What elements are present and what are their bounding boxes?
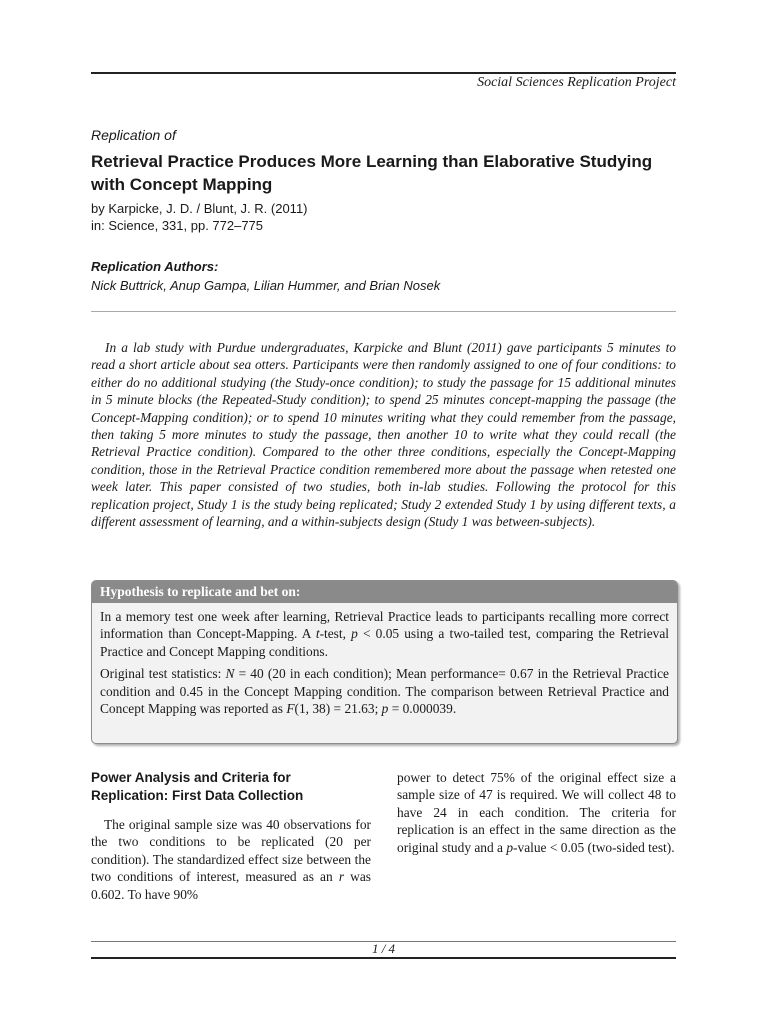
- abstract: In a lab study with Purdue undergraduates, Karpicke and Blunt (2011) gave participants 5 minutes to read a short article about sea otters. Participants were then randomly assigned to one of four conditions: to either do no additional studying (the Study-once condition); to study the passage for 15 additional minutes in 5 minute blocks (the Repeated-Study condition); to spend 25 minutes concept-mapping the passage (the Concept-Mapping condition); or to spend 10 minutes writing what they could remember from the passage, then taking 5 more minutes to study the passage, then another 10 to write what they could recall (the Retrieval Practice condition). Compared to the other three conditions, especially the Concept-Mapping condition, those in the Retrieval Practice condition remembered more about the passage when retested one week later. This paper consisted of two studies, both in-lab studies. Following the protocol for this replication project, Study 1 is the study being replicated; Study 2 extended Study 1 by using different texts, a different assessment of learning, and a within-subjects design (Study 1 was between-subjects).: [91, 340, 676, 530]
- hypothesis-body: [92, 603, 677, 717]
- power-analysis-heading: Power Analysis and Criteria for Replication: First Data Collection: [91, 770, 304, 803]
- paper-title: Retrieval Practice Produces More Learning than Elaborative Studying with Concept Mapping: [91, 152, 653, 194]
- running-header: Social Sciences Replication Project: [477, 75, 676, 90]
- power-analysis-text-left: The original sample size was 40 observations for the two conditions to be replicated (20 per condition). The standardized effect size between the two conditions of interest, measured as an r was 0.602. To have 90%: [91, 817, 371, 902]
- section-divider: [91, 311, 676, 312]
- replication-of-label: Replication of: [91, 127, 176, 143]
- hypothesis-statement: In a memory test one week after learning, Retrieval Practice leads to participants recalling more correct information than Concept-Mapping. A t-test, p < 0.05 using a two-tailed test, comparing the Retrieval Practice and Concept Mapping conditions.: [100, 609, 669, 659]
- power-analysis-text-right: power to detect 75% of the original effect size a sample size of 47 is required. We will collect 48 to have 24 in each condition. The criteria for replication is an effect in the same direction as the original study and a p-value < 0.05 (two-sided test).: [397, 770, 676, 855]
- hypothesis-box: [91, 580, 678, 744]
- original-statistics: Original test statistics: N = 40 (20 in each condition); Mean performance= 0.67 in the Retrieval Practice condition and 0.45 in the Concept Mapping condition. The comparison between Retrieval Practice and Concept Mapping was reported as F(1, 38) = 21.63; p = 0.000039.: [100, 666, 669, 717]
- header-rule: [91, 72, 676, 74]
- hypothesis-heading: Hypothesis to replicate and bet on:: [92, 581, 677, 603]
- in-line: in: Science, 331, pp. 772–775: [91, 218, 264, 233]
- by-line: by Karpicke, J. D. / Blunt, J. R. (2011): [91, 201, 308, 216]
- authors-list: Nick Buttrick, Anup Gampa, Lilian Hummer, and Brian Nosek: [91, 278, 441, 293]
- page-number: 1 / 4: [371, 941, 396, 956]
- power-analysis-right-column: [397, 769, 676, 856]
- power-analysis-left-column: [91, 769, 371, 903]
- footer-rule-bottom: [91, 957, 676, 959]
- authors-heading: Replication Authors:: [91, 259, 219, 274]
- citation-block: [91, 200, 308, 234]
